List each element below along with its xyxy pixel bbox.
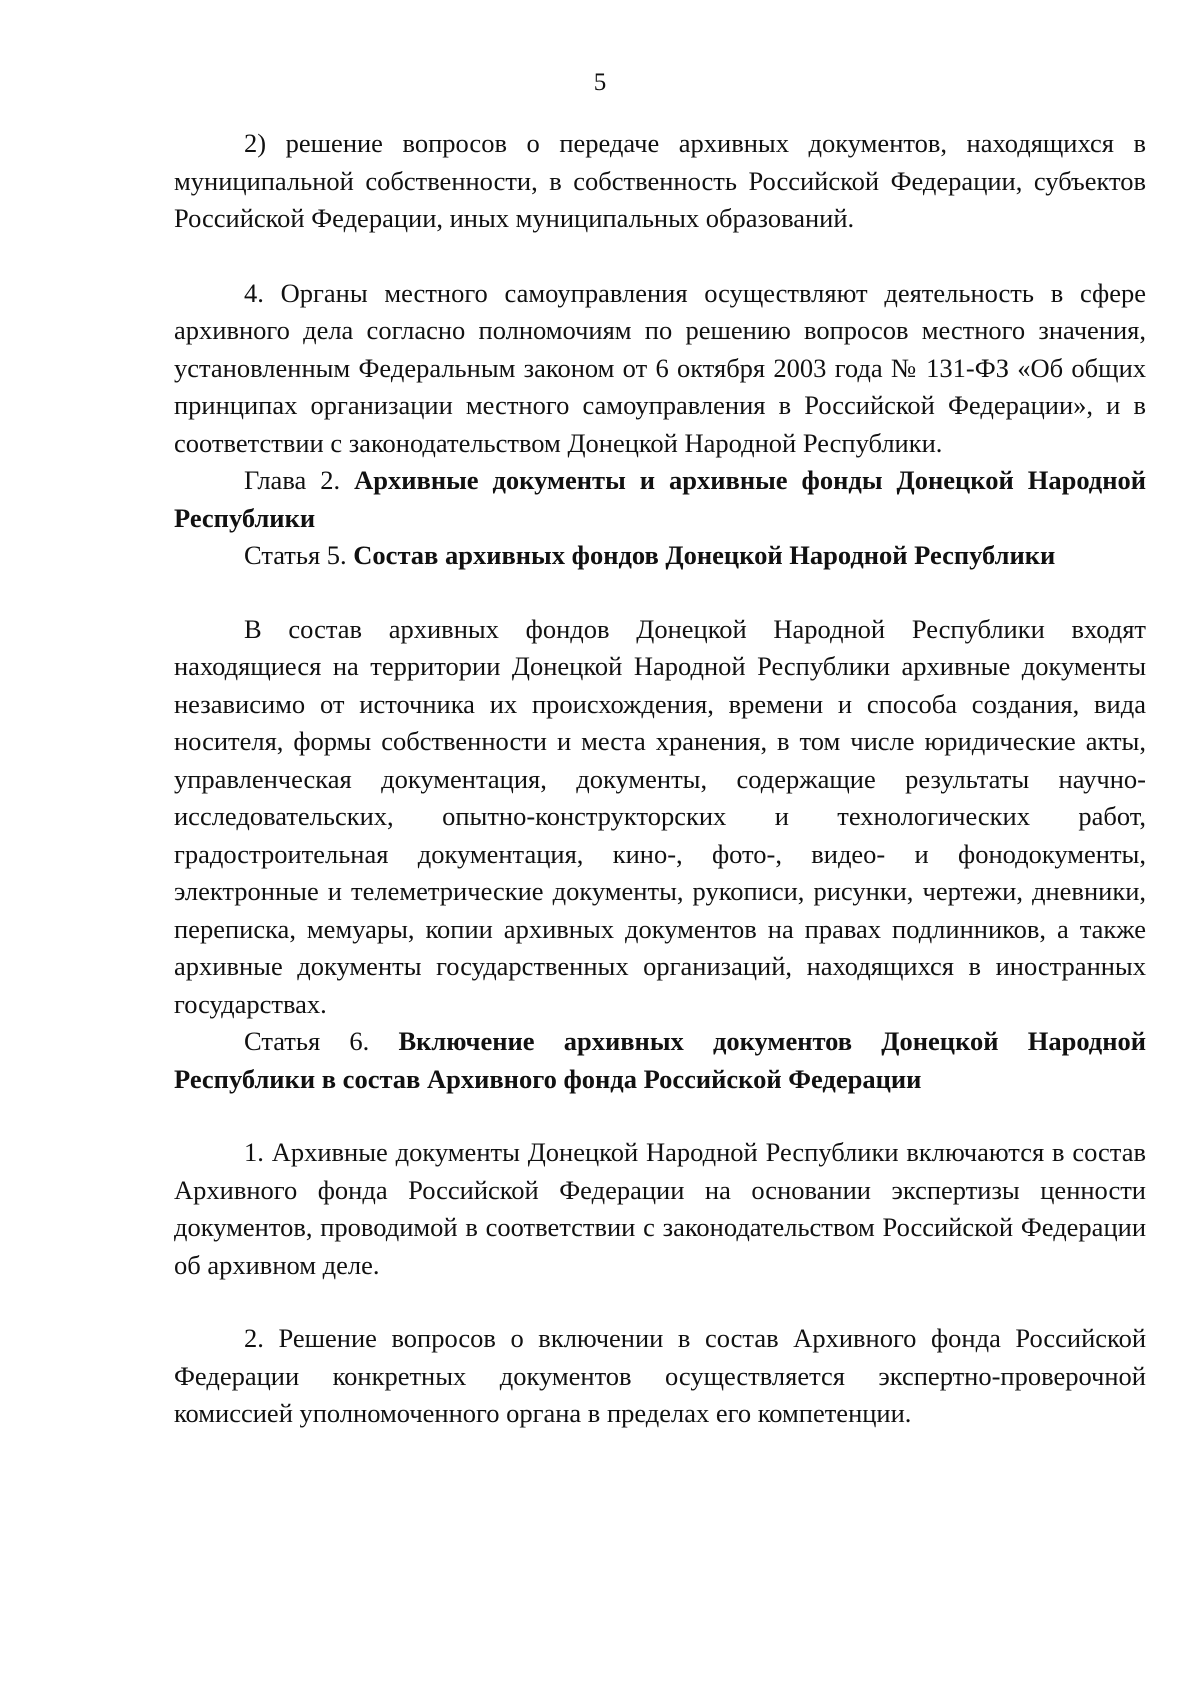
article-6-title: Включение архивных документов Донецкой Народной Республики в состав Архивного фонда Российской Федерации [174,1026,1146,1094]
article-6-heading [174,1023,1146,1098]
chapter-2-prefix: Глава 2. [244,465,341,495]
article-5-prefix: Статья 5. [244,540,347,570]
article-6-prefix: Статья 6. [244,1026,370,1056]
document-body [174,125,1146,1433]
chapter-2-title: Архивные документы и архивные фонды Донецкой Народной Республики [174,465,1146,533]
paragraph-inclusion-basis: 1. Архивные документы Донецкой Народной Республики включаются в состав Архивного фонда Российской Федерации на основании экспертизы ценности документов, проводимой в соответствии с законодательством Российской Федерации об архивном деле. [174,1137,1146,1280]
paragraph-transfer-property: 2) решение вопросов о передаче архивных документов, находящихся в муниципальной собственности, в собственность Российской Федерации, субъектов Российской Федерации, иных муниципальных образований. [174,128,1146,233]
chapter-2-heading [174,462,1146,537]
paragraph-local-government: 4. Органы местного самоуправления осуществляют деятельность в сфере архивного дела согласно полномочиям по решению вопросов местного значения, установленным Федеральным законом от 6 октября 2003 года № 131-ФЗ «Об общих принципах организации местного самоуправления в Российской Федерации», и в соответствии с законодательством Донецкой Народной Республики. [174,277,1146,458]
paragraph-inclusion-commission: 2. Решение вопросов о включении в состав Архивного фонда Российской Федерации конкретных документов осуществляется экспертно-проверочной комиссией уполномоченного органа в пределах его компетенции. [174,1323,1146,1428]
paragraph-archive-composition: В состав архивных фондов Донецкой Народной Республики входят находящиеся на территории Донецкой Народной Республики архивные документы независимо от источника их происхождения, времени и способа создания, вида носителя, формы собственности и места хранения, в том числе юридические акты, управленческая документация, документы, содержащие результаты научно-исследовательских, опытно-конструкторских и технологических работ, градостроительная документация, кино-, фото-, видео- и фонодокументы, электронные и телеметрические документы, рукописи, рисунки, чертежи, дневники, переписка, мемуары, копии архивных документов на правах подлинников, а также архивные документы государственных организаций, находящихся в иностранных государствах. [174,613,1146,1019]
article-5-heading [174,537,1146,575]
article-5-title: Состав архивных фондов Донецкой Народной Республики [353,540,1056,570]
page-number: 5 [593,69,607,96]
